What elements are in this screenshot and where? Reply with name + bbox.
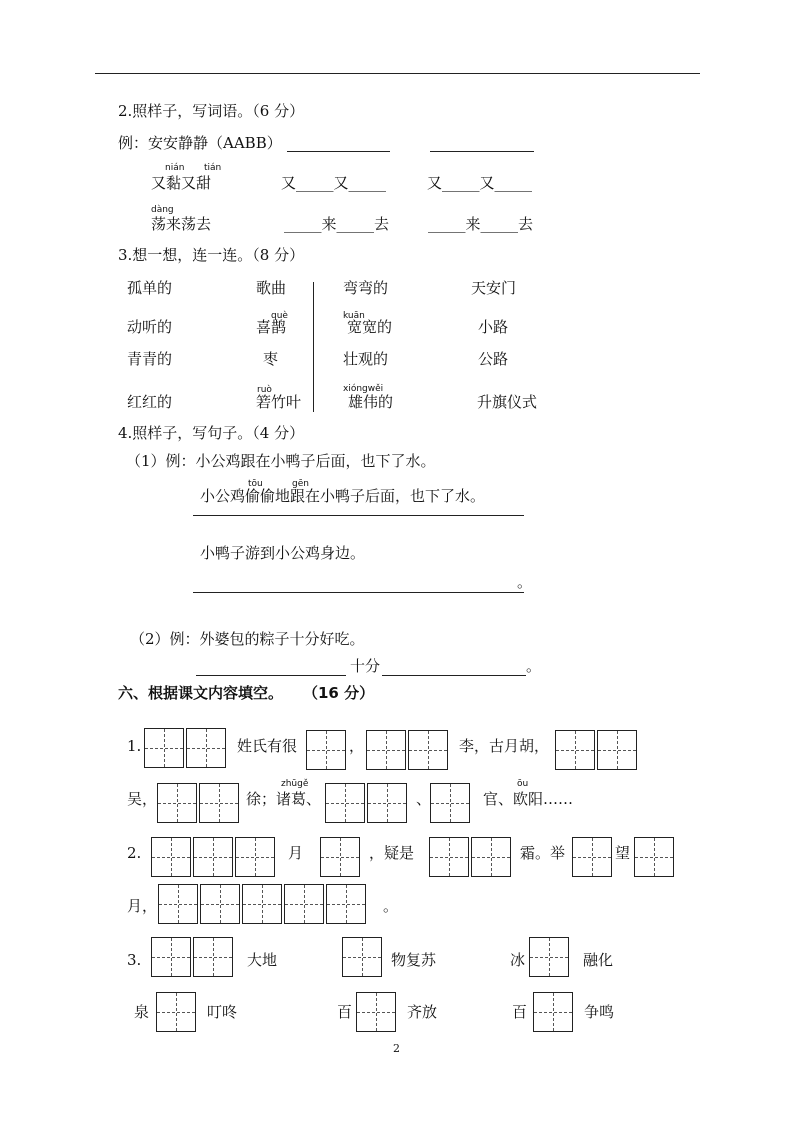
q3-title: 3.想一想，连一连。（8 分） bbox=[118, 246, 305, 264]
q3-match-item: 箬竹叶 bbox=[256, 393, 302, 411]
q2-row1-word: 又黏又甜 bbox=[151, 174, 212, 192]
pinyin: zhūgě bbox=[281, 779, 309, 789]
q3-match-item: 喜鹊 bbox=[256, 318, 287, 336]
item-number: 3. bbox=[127, 951, 142, 969]
item1-text: 官、欧阳…… bbox=[483, 790, 574, 808]
q2-row1-fill[interactable]: 又_____又_____ bbox=[281, 174, 387, 192]
tianzige-boxes[interactable] bbox=[151, 837, 277, 877]
q3-match-item: 小路 bbox=[478, 318, 509, 336]
q3-left-item: 孤单的 bbox=[127, 279, 173, 297]
tianzige-boxes[interactable] bbox=[529, 937, 571, 977]
q2-answer-line[interactable] bbox=[430, 151, 534, 152]
q4-example-1-answer: 小公鸡偷偷地跟在小鸭子后面，也下了水。 bbox=[200, 487, 486, 505]
item2-text: 。 bbox=[383, 897, 399, 915]
item3-text: 大地 bbox=[247, 951, 278, 969]
item-number: 2. bbox=[127, 844, 142, 862]
pinyin: dàng bbox=[151, 205, 174, 215]
q4-answer-line[interactable] bbox=[382, 675, 526, 676]
pinyin: tián bbox=[204, 163, 222, 173]
pinyin: kuān bbox=[343, 311, 365, 321]
tianzige-boxes[interactable] bbox=[320, 837, 362, 877]
item2-text: 月 bbox=[288, 844, 304, 862]
header-rule bbox=[95, 73, 700, 74]
q3-left-item: 动听的 bbox=[127, 318, 173, 336]
tianzige-boxes[interactable] bbox=[144, 728, 228, 768]
pinyin: tōu bbox=[248, 479, 263, 489]
item-number: 1. bbox=[127, 737, 142, 755]
tianzige-boxes[interactable] bbox=[325, 783, 409, 823]
q2-row2-fill[interactable]: _____来_____去 bbox=[428, 215, 534, 233]
item3-text: 百 bbox=[512, 1003, 528, 1021]
item1-text: 吴， bbox=[127, 790, 158, 808]
q3-match-item: 天安门 bbox=[471, 279, 517, 297]
item2-text: 望 bbox=[615, 844, 631, 862]
q2-row2-fill[interactable]: _____来_____去 bbox=[284, 215, 390, 233]
tianzige-boxes[interactable] bbox=[366, 730, 450, 770]
item3-text: 争鸣 bbox=[584, 1003, 615, 1021]
q4-period: 。 bbox=[517, 573, 533, 591]
item3-text: 百 bbox=[337, 1003, 353, 1021]
tianzige-boxes[interactable] bbox=[342, 937, 384, 977]
q4-example-1-prompt: 小鸭子游到小公鸡身边。 bbox=[200, 544, 366, 562]
tianzige-boxes[interactable] bbox=[429, 837, 513, 877]
q2-answer-line[interactable] bbox=[287, 151, 390, 152]
tianzige-boxes[interactable] bbox=[157, 783, 241, 823]
q4-answer-line[interactable] bbox=[193, 592, 524, 593]
q4-example-2-mid: 十分 bbox=[350, 657, 381, 675]
item3-text: 泉 bbox=[134, 1003, 150, 1021]
item3-text: 冰 bbox=[510, 951, 526, 969]
page-number: 2 bbox=[393, 1042, 400, 1055]
section6-score: （16 分） bbox=[303, 684, 375, 702]
tianzige-boxes[interactable] bbox=[151, 937, 235, 977]
tianzige-boxes[interactable] bbox=[306, 730, 348, 770]
q2-title: 2.照样子，写词语。（6 分） bbox=[118, 102, 305, 120]
pinyin: gēn bbox=[292, 479, 309, 489]
item1-text: 李，古月胡， bbox=[459, 737, 550, 755]
tianzige-boxes[interactable] bbox=[555, 730, 639, 770]
q2-row1-fill[interactable]: 又_____又_____ bbox=[427, 174, 533, 192]
q3-divider bbox=[313, 282, 314, 412]
pinyin: ōu bbox=[517, 779, 529, 789]
item3-text: 叮咚 bbox=[207, 1003, 238, 1021]
q3-right-item: 弯弯的 bbox=[343, 279, 389, 297]
item3-text: 物复苏 bbox=[391, 951, 437, 969]
q2-example: 例：安安静静（AABB） bbox=[118, 134, 282, 152]
q3-left-item: 青青的 bbox=[127, 350, 173, 368]
pinyin: xióngwěi bbox=[343, 384, 384, 394]
q3-match-item: 枣 bbox=[263, 350, 279, 368]
tianzige-boxes[interactable] bbox=[356, 992, 398, 1032]
item1-text: 姓氏有很 bbox=[237, 737, 298, 755]
q2-row2-word: 荡来荡去 bbox=[151, 215, 212, 233]
tianzige-boxes[interactable] bbox=[158, 884, 368, 924]
tianzige-boxes[interactable] bbox=[430, 783, 472, 823]
item1-text: ， bbox=[349, 737, 365, 755]
item1-text: 、 bbox=[416, 790, 432, 808]
pinyin: ruò bbox=[257, 385, 272, 395]
q3-right-item: 壮观的 bbox=[343, 350, 389, 368]
tianzige-boxes[interactable] bbox=[156, 992, 198, 1032]
item3-text: 融化 bbox=[583, 951, 614, 969]
q3-left-item: 红红的 bbox=[127, 393, 173, 411]
q3-match-item: 升旗仪式 bbox=[477, 393, 538, 411]
q4-example-2: （2）例：外婆包的粽子十分好吃。 bbox=[130, 630, 365, 648]
section6-title: 六、根据课文内容填空。 bbox=[118, 684, 284, 702]
q4-title: 4.照样子，写句子。（4 分） bbox=[118, 424, 305, 442]
item2-text: ，疑是 bbox=[369, 844, 415, 862]
q3-match-item: 歌曲 bbox=[256, 279, 287, 297]
tianzige-boxes[interactable] bbox=[533, 992, 575, 1032]
pinyin: què bbox=[271, 311, 288, 321]
q4-example-1: （1）例：小公鸡跟在小鸭子后面，也下了水。 bbox=[126, 452, 436, 470]
q4-period: 。 bbox=[526, 657, 542, 675]
item1-text: 徐；诸葛、 bbox=[246, 790, 322, 808]
q3-right-item: 雄伟的 bbox=[348, 393, 394, 411]
q4-answer-line[interactable] bbox=[196, 675, 346, 676]
item2-text: 月， bbox=[127, 897, 158, 915]
item2-text: 霜。举 bbox=[520, 844, 566, 862]
pinyin: nián bbox=[165, 163, 185, 173]
tianzige-boxes[interactable] bbox=[634, 837, 676, 877]
tianzige-boxes[interactable] bbox=[572, 837, 614, 877]
q4-answer-line[interactable] bbox=[193, 515, 524, 516]
q3-right-item: 宽宽的 bbox=[347, 318, 393, 336]
q3-match-item: 公路 bbox=[478, 350, 509, 368]
item3-text: 齐放 bbox=[407, 1003, 438, 1021]
